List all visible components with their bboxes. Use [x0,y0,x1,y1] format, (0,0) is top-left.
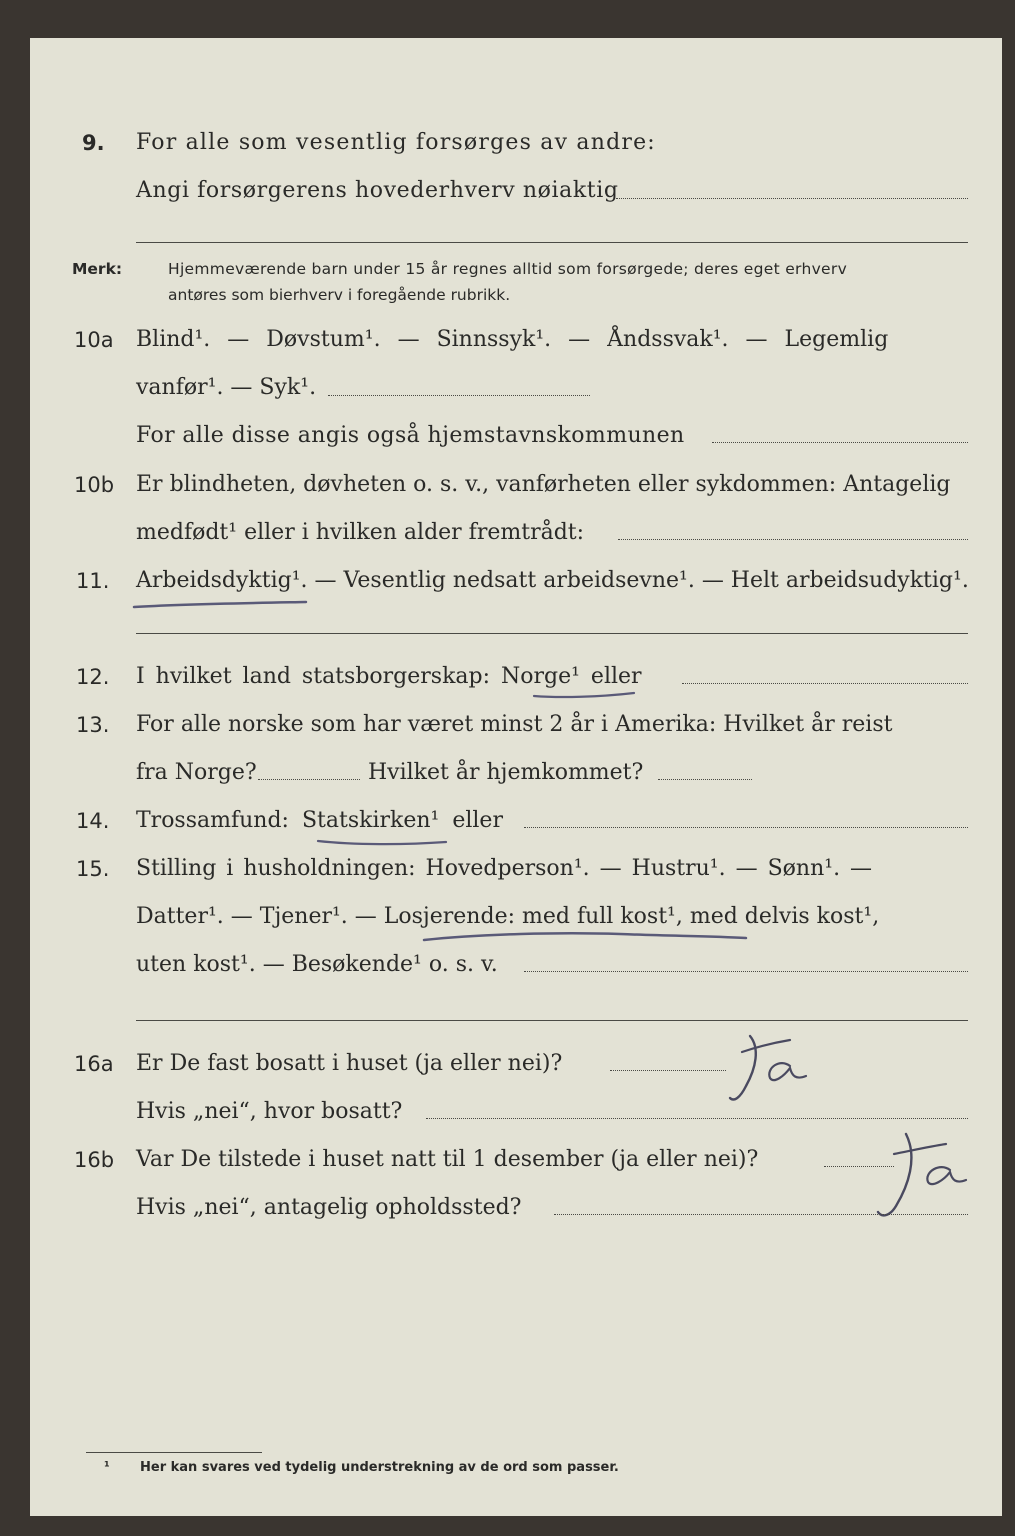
q13-reist-line [258,779,360,780]
q12-answer-line [682,683,968,684]
q16a-line1: Er De fast bosatt i huset (ja eller nei)? [136,1051,563,1076]
q13-line2a: fra Norge? [136,760,257,785]
q10b-line2: medfødt¹ eller i hvilken alder fremtrådt: [136,520,585,545]
q12-number: 12. [76,665,110,689]
q15-answer-line [524,971,968,972]
q11-number: 11. [76,569,110,593]
q10a-line1: Blind¹. — Døvstum¹. — Sinnssyk¹. — Åndssvak¹. — Legemlig [136,327,889,352]
q16b-handwritten-answer [866,1128,986,1228]
q10b-line1: Er blindheten, døvheten o. s. v., vanførheten eller sykdommen: Antagelig [136,472,951,497]
q13-hjemkommet-line [658,779,752,780]
q15-number: 15. [76,857,110,881]
q10b-answer-line [618,539,968,540]
q16a-bosatt-line [426,1118,968,1119]
q14-answer-line [524,827,968,828]
q16b-line2: Hvis „nei“, antagelig opholdssted? [136,1195,522,1220]
q15-divider [136,1020,968,1021]
q14-line1: Trossamfund: Statskirken¹ eller [136,808,503,833]
q11-underline-mark [130,598,310,612]
footnote-mark: ¹ [104,1460,110,1475]
q9-answer-line [616,198,968,199]
q15-line2: Datter¹. — Tjener¹. — Losjerende: med full kost¹, med delvis kost¹, [136,904,880,929]
q12-underline-mark [530,688,640,702]
q15-line3: uten kost¹. — Besøkende¹ o. s. v. [136,952,498,977]
merk-line1: Hjemmeværende barn under 15 år regnes alltid som forsørgede; deres eget erhverv [168,260,848,278]
q15-line1: Stilling i husholdningen: Hovedperson¹. — Hustru¹. — Sønn¹. — [136,856,873,881]
q9-number: 9. [82,131,105,155]
q16b-opholdssted-line [554,1214,968,1215]
q9-divider [136,242,968,243]
footnote-text: Her kan svares ved tydelig understrekning av de ord som passer. [140,1460,619,1475]
q9-line2: Angi forsørgerens hovederhverv nøiaktig [136,178,619,203]
q16b-line1: Var De tilstede i huset natt til 1 desember (ja eller nei)? [136,1147,759,1172]
q10a-line3: For alle disse angis også hjemstavnskommunen [136,423,685,448]
q14-number: 14. [76,809,110,833]
q14-underline-mark [314,836,450,850]
q10a-kommune-line [712,442,968,443]
q10a-line2: vanfør¹. — Syk¹. [136,375,317,400]
q13-number: 13. [76,713,110,737]
q16a-answer-line [610,1070,726,1071]
q16b-number: 16b [74,1148,115,1172]
merk-line2: antøres som bierhverv i foregående rubrikk. [168,286,511,304]
q13-line2b: Hvilket år hjemkommet? [368,760,644,785]
q10b-number: 10b [74,473,115,497]
q15-underline-mark [420,928,750,948]
footnote-rule [86,1452,262,1453]
q11-divider [136,633,968,634]
q10a-number: 10a [74,328,114,352]
q16a-line2: Hvis „nei“, hvor bosatt? [136,1099,403,1124]
q10a-syk-line [328,395,590,396]
q12-line1: I hvilket land statsborgerskap: Norge¹ eller [136,664,642,689]
q16a-handwritten-answer [720,1028,830,1118]
q13-line1: For alle norske som har været minst 2 år i Amerika: Hvilket år reist [136,712,893,737]
census-form-page [30,38,1002,1516]
merk-label: Merk: [72,260,123,278]
q11-line1: Arbeidsdyktig¹. — Vesentlig nedsatt arbeidsevne¹. — Helt arbeidsudyktig¹. [136,568,969,593]
q16a-number: 16a [74,1052,114,1076]
q9-line1: For alle som vesentlig forsørges av andre: [136,130,656,155]
